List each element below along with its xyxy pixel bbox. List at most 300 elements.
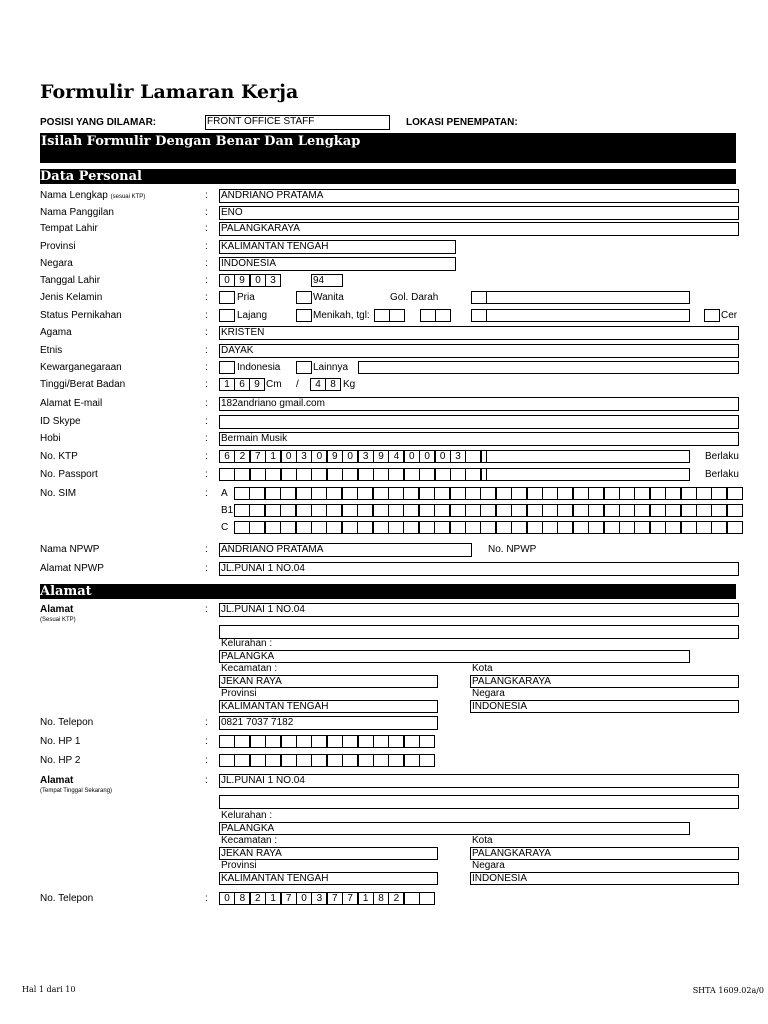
marriage-date-cell[interactable] [471, 309, 487, 322]
sim-c-digit-cell[interactable] [681, 521, 697, 534]
height-weight-separator: / [296, 379, 299, 390]
province-label: Provinsi [40, 241, 76, 252]
gender-female-label: Wanita [313, 292, 344, 303]
phone2-digit-cell[interactable]: 7 [327, 892, 343, 905]
address-ktp-kecamatan-label: Kecamatan : [221, 663, 278, 674]
sim-a-digit-cell[interactable] [557, 487, 573, 500]
sim-b1-digit-cell[interactable] [681, 504, 697, 517]
colon: : [205, 488, 208, 499]
address-current-street-input[interactable]: JL.PUNAI 1 NO.04 [219, 774, 739, 788]
position-label: POSISI YANG DILAMAR: [40, 117, 157, 128]
hp1-digit-cell[interactable] [404, 735, 420, 748]
passport-digit-cell[interactable] [419, 468, 435, 481]
instruction-banner [40, 133, 736, 163]
sim-c-digit-cell[interactable] [342, 521, 358, 534]
sim-a-digit-cell[interactable] [403, 487, 419, 500]
sim-b1-digit-cell[interactable] [311, 504, 327, 517]
sim-b1-digit-cell[interactable] [234, 504, 250, 517]
sim-a-digit-cell[interactable] [665, 487, 681, 500]
sim-c-digit-cell[interactable] [434, 521, 450, 534]
passport-digit-cell[interactable] [450, 468, 466, 481]
instruction-text: Isilah Formulir Dengan Benar Dan Lengkap [41, 134, 361, 149]
sim-b1-digit-cell[interactable] [604, 504, 620, 517]
sim-b1-digit-cell[interactable] [619, 504, 635, 517]
passport-digit-cell[interactable] [327, 468, 343, 481]
sim-b1-digit-cell[interactable] [388, 504, 404, 517]
birth-month-digit[interactable]: 0 [250, 274, 266, 287]
ktp-digit-cell[interactable]: 3 [450, 450, 466, 463]
section-heading-personal-text: Data Personal [40, 169, 143, 184]
sim-c-digit-cell[interactable] [496, 521, 512, 534]
hp1-digit-cell[interactable] [373, 735, 389, 748]
ktp-extra-input[interactable] [486, 450, 690, 463]
passport-digit-cell[interactable] [250, 468, 266, 481]
marriage-info-input[interactable] [486, 309, 690, 322]
sim-b1-digit-cell[interactable] [403, 504, 419, 517]
sim-c-digit-cell[interactable] [280, 521, 296, 534]
hp2-digit-cell[interactable] [404, 754, 420, 767]
sim-a-digit-cell[interactable] [727, 487, 743, 500]
sim-b1-digit-cell[interactable] [480, 504, 496, 517]
phone2-digit-cell[interactable]: 2 [388, 892, 404, 905]
ktp-digit-cell[interactable] [465, 450, 481, 463]
sim-a-digit-cell[interactable] [265, 487, 281, 500]
colon: : [205, 469, 208, 480]
sim-a-digit-cell[interactable] [434, 487, 450, 500]
gender-male-label: Pria [237, 292, 255, 303]
email-input[interactable]: 182andriano gmail.com [219, 397, 739, 411]
sim-c-digit-cell[interactable] [542, 521, 558, 534]
sim-a-digit-cell[interactable] [296, 487, 312, 500]
citizen-other-checkbox[interactable] [296, 361, 312, 374]
sim-b1-digit-cell[interactable] [727, 504, 743, 517]
sim-c-digit-cell[interactable] [450, 521, 466, 534]
sim-b1-digit-cell[interactable] [296, 504, 312, 517]
hp2-digit-cell[interactable] [373, 754, 389, 767]
sim-a-digit-cell[interactable] [450, 487, 466, 500]
passport-digit-cell[interactable] [265, 468, 281, 481]
sim-a-digit-cell[interactable] [619, 487, 635, 500]
sim-c-digit-cell[interactable] [296, 521, 312, 534]
hp1-digit-cell[interactable] [419, 735, 435, 748]
hp1-digit-cell[interactable] [281, 735, 297, 748]
sim-b1-label: B1 [221, 505, 234, 516]
phone2-digit-cell[interactable]: 0 [296, 892, 312, 905]
address-ktp-kelurahan-input[interactable]: PALANGKA [219, 650, 690, 663]
marriage-date-cell[interactable] [435, 309, 451, 322]
sim-a-digit-cell[interactable] [634, 487, 650, 500]
colon: : [205, 416, 208, 427]
sim-c-digit-cell[interactable] [604, 521, 620, 534]
sim-c-digit-cell[interactable] [665, 521, 681, 534]
sim-c-digit-cell[interactable] [480, 521, 496, 534]
ethnic-input[interactable]: DAYAK [219, 344, 739, 358]
marriage-date-cell[interactable] [374, 309, 390, 322]
address-current-kota-input[interactable]: PALANGKARAYA [470, 847, 739, 860]
position-input[interactable]: FRONT OFFICE STAFF [205, 115, 390, 130]
weight-digit[interactable]: 4 [310, 378, 326, 391]
birth-day-digit[interactable]: 0 [219, 274, 235, 287]
address-current-kecamatan-label: Kecamatan : [221, 835, 278, 846]
colon: : [205, 544, 208, 555]
sim-c-digit-cell[interactable] [465, 521, 481, 534]
sim-b1-digit-cell[interactable] [450, 504, 466, 517]
address-ktp-kelurahan-label: Kelurahan : [221, 638, 273, 649]
ktp-digit-cell[interactable]: 0 [419, 450, 435, 463]
gender-label: Jenis Kelamin [40, 292, 103, 303]
address-ktp-kota-input[interactable]: PALANGKARAYA [470, 675, 739, 688]
sim-c-digit-cell[interactable] [373, 521, 389, 534]
sim-b1-digit-cell[interactable] [434, 504, 450, 517]
sim-a-digit-cell[interactable] [696, 487, 712, 500]
page-title: Formulir Lamaran Kerja [40, 81, 299, 103]
passport-digit-cell[interactable] [465, 468, 481, 481]
npwp-address-input[interactable]: JL.PUNAI 1 NO.04 [219, 562, 739, 576]
sim-b1-digit-cell[interactable] [249, 504, 265, 517]
phone2-digit-cell[interactable]: 1 [358, 892, 374, 905]
birth-month-digit[interactable]: 3 [265, 274, 281, 287]
address-ktp-provinsi-input[interactable]: KALIMANTAN TENGAH [219, 700, 438, 713]
colon: : [205, 736, 208, 747]
marital-divorced-checkbox[interactable] [704, 309, 720, 322]
hp2-digit-cell[interactable] [327, 754, 343, 767]
birth-day-digit[interactable]: 9 [234, 274, 250, 287]
nickname-input[interactable]: ENO [219, 206, 739, 220]
sim-c-digit-cell[interactable] [403, 521, 419, 534]
sim-a-digit-cell[interactable] [234, 487, 250, 500]
passport-digit-cell[interactable] [373, 468, 389, 481]
sim-a-digit-cell[interactable] [542, 487, 558, 500]
sim-a-digit-cell[interactable] [342, 487, 358, 500]
nickname-label: Nama Panggilan [40, 207, 114, 218]
sim-b1-digit-cell[interactable] [465, 504, 481, 517]
phone2-digit-cell[interactable]: 3 [311, 892, 327, 905]
sim-a-digit-cell[interactable] [419, 487, 435, 500]
sim-b1-digit-cell[interactable] [696, 504, 712, 517]
colon: : [205, 563, 208, 574]
sim-a-digit-cell[interactable] [465, 487, 481, 500]
phone2-digit-cell[interactable]: 1 [265, 892, 281, 905]
sim-a-digit-cell[interactable] [311, 487, 327, 500]
sim-c-digit-cell[interactable] [419, 521, 435, 534]
phone-input[interactable]: 0821 7037 7182 [219, 716, 438, 730]
sim-b1-digit-cell[interactable] [342, 504, 358, 517]
ktp-digit-cell[interactable]: 0 [435, 450, 451, 463]
sim-a-digit-cell[interactable] [280, 487, 296, 500]
marital-single-checkbox[interactable] [219, 309, 235, 322]
passport-digit-cell[interactable] [311, 468, 327, 481]
passport-digit-cell[interactable] [219, 468, 235, 481]
hp2-digit-cell[interactable] [296, 754, 312, 767]
ktp-digit-cell[interactable]: 9 [327, 450, 343, 463]
hp1-digit-cell[interactable] [327, 735, 343, 748]
sim-a-digit-cell[interactable] [573, 487, 589, 500]
passport-digit-cell[interactable] [358, 468, 374, 481]
sim-b1-digit-cell[interactable] [634, 504, 650, 517]
sim-b1-digit-cell[interactable] [419, 504, 435, 517]
address-ktp-street-input[interactable]: JL.PUNAI 1 NO.04 [219, 603, 739, 617]
npwp-name-label: Nama NPWP [40, 544, 100, 555]
sim-a-digit-cell[interactable] [480, 487, 496, 500]
hobby-input[interactable]: Bermain Musik [219, 432, 739, 446]
ktp-digit-cell[interactable]: 6 [219, 450, 235, 463]
sim-c-digit-cell[interactable] [249, 521, 265, 534]
religion-label: Agama [40, 327, 72, 338]
citizen-other-input[interactable] [358, 361, 739, 374]
phone2-digit-cell[interactable]: 8 [234, 892, 250, 905]
sim-label: No. SIM [40, 488, 77, 499]
hp2-digit-cell[interactable] [219, 754, 235, 767]
sim-a-digit-cell[interactable] [249, 487, 265, 500]
address-ktp-kecamatan-input[interactable]: JEKAN RAYA [219, 675, 438, 688]
birth-year-input[interactable]: 94 [311, 274, 343, 287]
ktp-digit-cell[interactable]: 0 [311, 450, 327, 463]
blood-type-input[interactable] [486, 291, 690, 304]
hp2-digit-cell[interactable] [358, 754, 374, 767]
npwp-no-label: No. NPWP [488, 544, 537, 555]
hp2-digit-cell[interactable] [342, 754, 358, 767]
ktp-valid-label: Berlaku [705, 451, 739, 462]
colon: : [205, 327, 208, 338]
sim-c-digit-cell[interactable] [573, 521, 589, 534]
hp1-digit-cell[interactable] [234, 735, 250, 748]
passport-digit-cell[interactable] [342, 468, 358, 481]
sim-c-digit-cell[interactable] [311, 521, 327, 534]
colon: : [205, 604, 208, 615]
colon: : [205, 398, 208, 409]
footer-page-number: Hal 1 dari 10 [22, 985, 76, 994]
citizen-indonesia-checkbox[interactable] [219, 361, 235, 374]
marriage-date-cell[interactable] [420, 309, 436, 322]
marital-single-label: Lajang [237, 310, 268, 321]
colon: : [205, 345, 208, 356]
sim-c-digit-cell[interactable] [511, 521, 527, 534]
sim-b1-digit-cell[interactable] [557, 504, 573, 517]
colon: : [205, 241, 208, 252]
sim-c-digit-cell[interactable] [650, 521, 666, 534]
skype-input[interactable] [219, 415, 739, 429]
hp1-digit-cell[interactable] [358, 735, 374, 748]
address-current-kota-label: Kota [472, 835, 493, 846]
hp1-digit-cell[interactable] [388, 735, 404, 748]
phone2-digit-cell[interactable]: 0 [219, 892, 235, 905]
sim-a-digit-cell[interactable] [373, 487, 389, 500]
sim-a-label: A [221, 488, 228, 499]
passport-valid-label: Berlaku [705, 469, 739, 480]
sim-b1-digit-cell[interactable] [527, 504, 543, 517]
passport-digit-cell[interactable] [404, 468, 420, 481]
address-ktp-label: Alamat [40, 604, 74, 615]
sim-c-digit-cell[interactable] [588, 521, 604, 534]
marital-label: Status Pernikahan [40, 310, 122, 321]
sim-b1-digit-cell[interactable] [511, 504, 527, 517]
address-current-negara-label: Negara [472, 860, 505, 871]
ktp-digit-cell[interactable]: 9 [373, 450, 389, 463]
address-current-kecamatan-input[interactable]: JEKAN RAYA [219, 847, 438, 860]
address-ktp-negara-input[interactable]: INDONESIA [470, 700, 739, 713]
hobby-label: Hobi [40, 433, 61, 444]
ktp-digit-cell[interactable]: 7 [250, 450, 266, 463]
country-input[interactable]: INDONESIA [219, 257, 456, 271]
hp2-digit-cell[interactable] [234, 754, 250, 767]
sim-c-digit-cell[interactable] [326, 521, 342, 534]
sim-a-digit-cell[interactable] [326, 487, 342, 500]
sim-c-digit-cell[interactable] [727, 521, 743, 534]
sim-b1-digit-cell[interactable] [542, 504, 558, 517]
sim-a-digit-cell[interactable] [588, 487, 604, 500]
phone2-digit-cell[interactable]: 7 [281, 892, 297, 905]
sim-c-digit-cell[interactable] [619, 521, 635, 534]
hp2-digit-cell[interactable] [265, 754, 281, 767]
colon: : [205, 893, 208, 904]
sim-a-digit-cell[interactable] [496, 487, 512, 500]
sim-b1-digit-cell[interactable] [373, 504, 389, 517]
sim-c-digit-cell[interactable] [711, 521, 727, 534]
full-name-input[interactable]: ANDRIANO PRATAMA [219, 189, 739, 203]
hp2-digit-cell[interactable] [281, 754, 297, 767]
sim-c-label: C [221, 522, 229, 533]
birthplace-input[interactable]: PALANGKARAYA [219, 222, 739, 236]
citizenship-label: Kewarganegaraan [40, 362, 122, 373]
address-current-negara-input[interactable]: INDONESIA [470, 872, 739, 885]
ktp-digit-cell[interactable]: 0 [342, 450, 358, 463]
npwp-name-input[interactable]: ANDRIANO PRATAMA [219, 543, 472, 557]
address-ktp-negara-label: Negara [472, 688, 505, 699]
ktp-digit-cell[interactable]: 2 [234, 450, 250, 463]
sim-b1-digit-cell[interactable] [357, 504, 373, 517]
sim-a-digit-cell[interactable] [357, 487, 373, 500]
phone-label: No. Telepon [40, 717, 94, 728]
colon: : [205, 362, 208, 373]
sim-c-digit-cell[interactable] [234, 521, 250, 534]
ktp-digit-cell[interactable]: 0 [404, 450, 420, 463]
address-current-street2-input[interactable] [219, 795, 739, 809]
birthplace-label: Tempat Lahir [40, 223, 98, 234]
location-label: LOKASI PENEMPATAN: [406, 117, 518, 128]
passport-digit-cell[interactable] [435, 468, 451, 481]
hp1-digit-cell[interactable] [265, 735, 281, 748]
colon: : [205, 207, 208, 218]
blood-type-checkbox[interactable] [471, 291, 487, 304]
hp1-digit-cell[interactable] [311, 735, 327, 748]
sim-a-digit-cell[interactable] [650, 487, 666, 500]
sim-b1-digit-cell[interactable] [265, 504, 281, 517]
colon: : [205, 451, 208, 462]
citizen-indonesia-label: Indonesia [237, 362, 281, 373]
email-label: Alamat E-mail [40, 398, 103, 409]
phone2-digit-cell[interactable] [419, 892, 435, 905]
phone2-digit-cell[interactable]: 7 [342, 892, 358, 905]
sim-c-digit-cell[interactable] [527, 521, 543, 534]
colon: : [205, 775, 208, 786]
phone2-digit-cell[interactable] [404, 892, 420, 905]
gender-male-checkbox[interactable] [219, 291, 235, 304]
passport-digit-cell[interactable] [388, 468, 404, 481]
colon: : [205, 292, 208, 303]
phone2-digit-cell[interactable]: 8 [373, 892, 389, 905]
sim-b1-digit-cell[interactable] [650, 504, 666, 517]
npwp-address-label: Alamat NPWP [40, 563, 104, 574]
ktp-digit-cell[interactable]: 4 [388, 450, 404, 463]
sim-a-digit-cell[interactable] [527, 487, 543, 500]
address-ktp-note: (Sesuai KTP) [40, 617, 76, 623]
sim-b1-digit-cell[interactable] [496, 504, 512, 517]
ktp-digit-cell[interactable]: 3 [358, 450, 374, 463]
ktp-digit-cell[interactable]: 0 [281, 450, 297, 463]
passport-extra-input[interactable] [486, 468, 690, 481]
marital-married-checkbox[interactable] [296, 309, 312, 322]
hp2-digit-cell[interactable] [250, 754, 266, 767]
passport-digit-cell[interactable] [296, 468, 312, 481]
gender-female-checkbox[interactable] [296, 291, 312, 304]
sim-c-digit-cell[interactable] [388, 521, 404, 534]
hp1-digit-cell[interactable] [250, 735, 266, 748]
hp1-digit-cell[interactable] [219, 735, 235, 748]
sim-a-digit-cell[interactable] [711, 487, 727, 500]
hp2-label: No. HP 2 [40, 755, 81, 766]
hp1-digit-cell[interactable] [342, 735, 358, 748]
sim-c-digit-cell[interactable] [696, 521, 712, 534]
sim-c-digit-cell[interactable] [265, 521, 281, 534]
sim-b1-digit-cell[interactable] [588, 504, 604, 517]
height-digit[interactable]: 6 [234, 378, 250, 391]
sim-a-digit-cell[interactable] [681, 487, 697, 500]
country-label: Negara [40, 258, 73, 269]
ethnic-label: Etnis [40, 345, 63, 356]
passport-digit-cell[interactable] [234, 468, 250, 481]
hp2-digit-cell[interactable] [419, 754, 435, 767]
sim-c-digit-cell[interactable] [557, 521, 573, 534]
address-current-kelurahan-input[interactable]: PALANGKA [219, 822, 690, 835]
passport-digit-cell[interactable] [281, 468, 297, 481]
sim-a-digit-cell[interactable] [604, 487, 620, 500]
address-ktp-street2-input[interactable] [219, 625, 739, 639]
marital-married-label: Menikah, tgl: [313, 310, 370, 321]
hp2-digit-cell[interactable] [311, 754, 327, 767]
province-input[interactable]: KALIMANTAN TENGAH [219, 240, 456, 254]
weight-digit[interactable]: 8 [325, 378, 341, 391]
section-heading-address [40, 584, 736, 599]
marriage-date-cell[interactable] [389, 309, 405, 322]
address-current-label: Alamat [40, 775, 74, 786]
religion-input[interactable]: KRISTEN [219, 326, 739, 340]
sim-b1-digit-cell[interactable] [665, 504, 681, 517]
colon: : [205, 755, 208, 766]
hp2-digit-cell[interactable] [388, 754, 404, 767]
sim-b1-digit-cell[interactable] [326, 504, 342, 517]
address-current-provinsi-input[interactable]: KALIMANTAN TENGAH [219, 872, 438, 885]
ktp-digit-cell[interactable]: 1 [265, 450, 281, 463]
sim-b1-digit-cell[interactable] [280, 504, 296, 517]
sim-b1-digit-cell[interactable] [573, 504, 589, 517]
height-unit: Cm [266, 379, 282, 390]
sim-a-digit-cell[interactable] [388, 487, 404, 500]
colon: : [205, 717, 208, 728]
phone2-digit-cell[interactable]: 2 [250, 892, 266, 905]
height-digit[interactable]: 1 [219, 378, 235, 391]
skype-label: ID Skype [40, 416, 81, 427]
ktp-digit-cell[interactable]: 3 [296, 450, 312, 463]
ktp-label: No. KTP [40, 451, 78, 462]
colon: : [205, 433, 208, 444]
address-ktp-kota-label: Kota [472, 663, 493, 674]
sim-a-digit-cell[interactable] [511, 487, 527, 500]
sim-b1-digit-cell[interactable] [711, 504, 727, 517]
height-digit[interactable]: 9 [249, 378, 265, 391]
sim-c-digit-cell[interactable] [357, 521, 373, 534]
sim-c-digit-cell[interactable] [634, 521, 650, 534]
hp1-digit-cell[interactable] [296, 735, 312, 748]
